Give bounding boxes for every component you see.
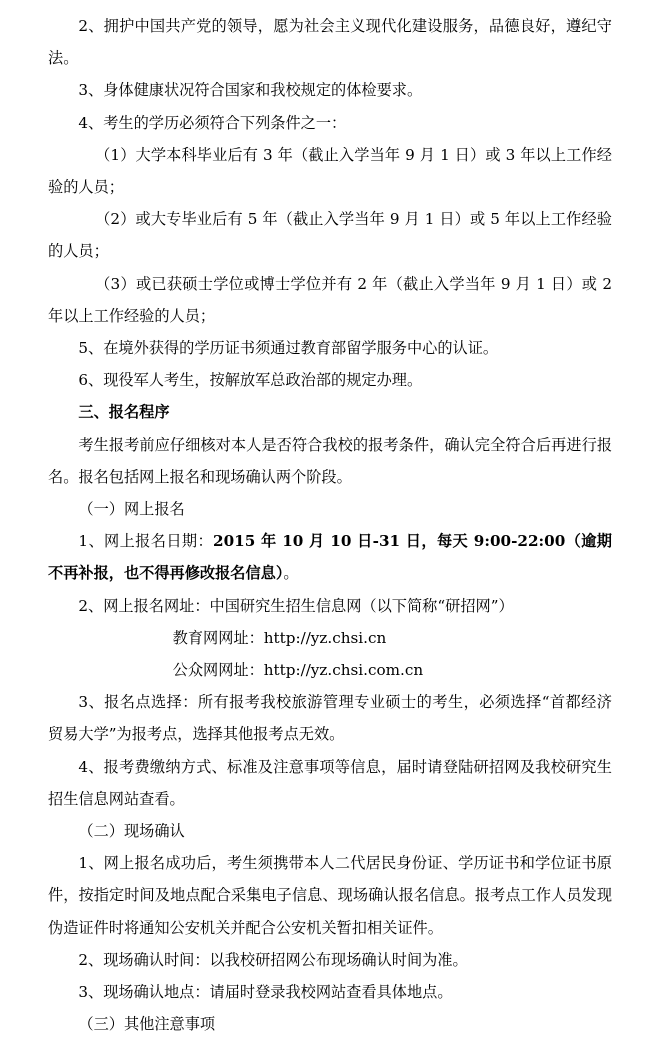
paragraph-requirement-2: 2、拥护中国共产党的领导，愿为社会主义现代化建设服务，品德良好，遵纪守法。	[48, 17, 612, 68]
section-heading-application-procedure: 三、报名程序	[78, 403, 170, 422]
paragraph-requirement-3: 3、身体健康状况符合国家和我校规定的体检要求。	[78, 81, 423, 100]
paragraph-requirement-5: 5、在境外获得的学历证书须通过教育部留学服务中心的认证。	[78, 339, 499, 358]
paragraph-online-application-website: 2、网上报名网址：中国研究生招生信息网（以下简称“研招网”）	[78, 596, 514, 615]
paragraph-application-fee: 4、报考费缴纳方式、标准及注意事项等信息，届时请登陆研招网及我校研究生招生信息网站查看。	[48, 757, 612, 808]
paragraph-requirement-4-3: （3）或已获硕士学位或博士学位并有 2 年（截止入学当年 9 月 1 日）或 2 年以上工作经验的人员；	[48, 274, 612, 325]
paragraph-education-network-url: 教育网网址：http://yz.chsi.cn	[172, 628, 387, 647]
paragraph-requirement-6: 6、现役军人考生，按解放军总政治部的规定办理。	[78, 371, 423, 390]
paragraph-application-site-selection: 3、报名点选择：所有报考我校旅游管理专业硕士的考生，必须选择“首都经济贸易大学”为报考点，选择其他报考点无效。	[48, 693, 612, 744]
paragraph-requirement-4-2: （2）或大专毕业后有 5 年（截止入学当年 9 月 1 日）或 5 年以上工作经验的人员；	[48, 210, 612, 261]
paragraph-requirement-4: 4、考生的学历必须符合下列条件之一：	[78, 113, 347, 132]
paragraph-online-application-date	[48, 525, 612, 589]
paragraph-public-network-url: 公众网网址：http://yz.chsi.com.cn	[172, 661, 424, 680]
subsection-heading-online-application: （一）网上报名	[78, 500, 185, 519]
paragraph-requirement-4-1: （1）大学本科毕业后有 3 年（截止入学当年 9 月 1 日）或 3 年以上工作经验的人员；	[48, 145, 612, 197]
online-date-period: 。	[283, 564, 299, 583]
paragraph-onsite-confirmation-place: 3、现场确认地点：请届时登录我校网站查看具体地点。	[78, 983, 453, 1002]
subsection-heading-onsite-confirmation: （二）现场确认	[78, 822, 185, 841]
paragraph-onsite-confirmation-1: 1、网上报名成功后，考生须携带本人二代居民身份证、学历证书和学位证书原件，按指定时间及地点配合采集电子信息、现场确认报名信息。报考点工作人员发现伪造证件时将通知公安机关并配合公安机关暂扣相关证件。	[48, 854, 612, 937]
online-date-value: 2015 年 10 月 10 日-31 日，每天 9:00-22:00（逾期不再补报，也不得再修改报名信息）	[48, 532, 612, 583]
document-body	[48, 10, 612, 1041]
subsection-heading-other-notes: （三）其他注意事项	[78, 1015, 216, 1034]
online-date-label: 1、网上报名日期：	[78, 532, 214, 551]
paragraph-application-intro: 考生报考前应仔细核对本人是否符合我校的报考条件，确认完全符合后再进行报名。报名包括网上报名和现场确认两个阶段。	[48, 435, 612, 486]
paragraph-onsite-confirmation-time: 2、现场确认时间：以我校研招网公布现场确认时间为准。	[78, 950, 468, 969]
